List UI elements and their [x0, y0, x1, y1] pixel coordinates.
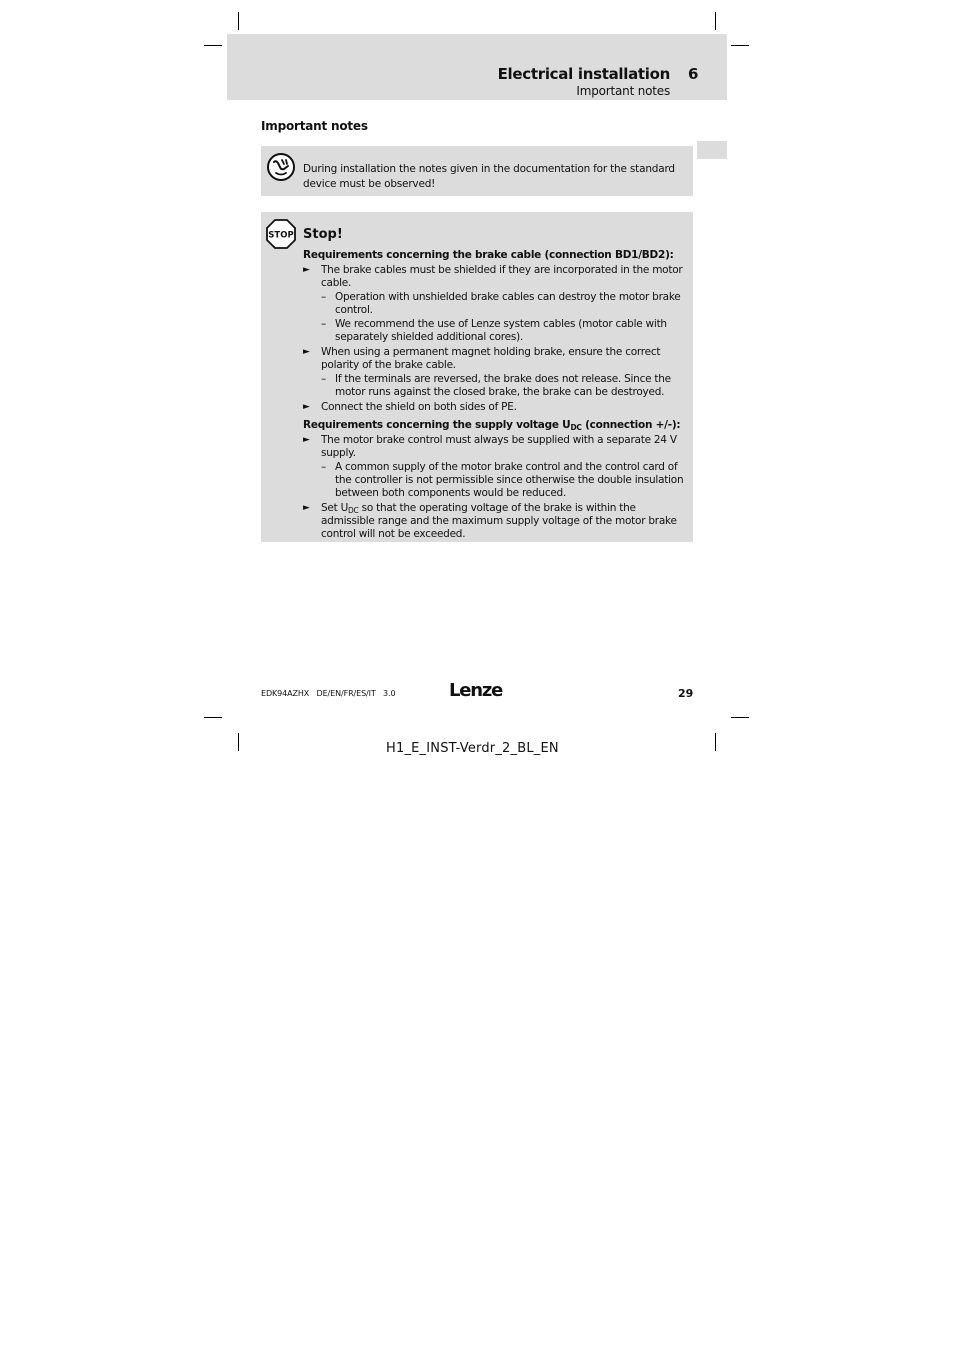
- list-item: [303, 346, 689, 372]
- note-text: During installation the notes given in the documentation for the standard device must be observed!: [303, 163, 675, 190]
- supply-requirements-heading: [303, 419, 689, 432]
- dash-mark: –: [321, 291, 326, 303]
- stop-sign-icon: [265, 218, 297, 250]
- bullet-arrow-icon: ►: [303, 347, 310, 357]
- sub-list-item-text: If the terminals are reversed, the brake does not release. Since the motor runs against the closed brake, the brake can be destroyed.: [335, 373, 671, 398]
- sub-list-item-text: We recommend the use of Lenze system cables (motor cable with separately shielded additional cores).: [335, 318, 667, 343]
- crop-mark: [715, 733, 716, 751]
- bullet-arrow-icon: ►: [303, 265, 310, 275]
- note-hand-icon: [266, 152, 296, 182]
- stop-title: Stop!: [303, 227, 343, 242]
- list-item: [303, 264, 689, 290]
- crop-mark: [715, 12, 716, 30]
- chapter-title: Electrical installation: [497, 65, 670, 83]
- lenze-logo: Lenze: [449, 680, 503, 701]
- section-heading: Important notes: [261, 119, 368, 133]
- stop-icon-text: STOP: [268, 230, 294, 241]
- list-item: [303, 502, 689, 541]
- subscript: DC: [570, 423, 582, 432]
- sub-list-item: [303, 373, 689, 399]
- crop-mark: [238, 12, 239, 30]
- page-number: 29: [678, 687, 694, 700]
- chapter-number: 6: [688, 65, 699, 83]
- list-item-text: [321, 502, 677, 540]
- list-item: [303, 401, 689, 414]
- crop-mark: [731, 45, 749, 46]
- list-item-text: Connect the shield on both sides of PE.: [321, 401, 517, 413]
- document-code: EDK94AZHX DE/EN/FR/ES/IT 3.0: [261, 689, 396, 698]
- crop-mark: [731, 717, 749, 718]
- list-item-text: The motor brake control must always be supplied with a separate 24 V supply.: [321, 434, 677, 459]
- sub-list-item: [303, 318, 689, 344]
- crop-mark: [204, 45, 222, 46]
- crop-mark: [204, 717, 222, 718]
- crop-mark: [238, 733, 239, 751]
- bullet-arrow-icon: ►: [303, 503, 310, 513]
- list-item-text: When using a permanent magnet holding brake, ensure the correct polarity of the brake cable.: [321, 346, 661, 371]
- chapter-subtitle: Important notes: [576, 84, 670, 98]
- dash-mark: –: [321, 461, 326, 473]
- sub-list-item-text: A common supply of the motor brake control and the control card of the controller is not permissible since otherwise the double insulation between both components would be reduced.: [335, 461, 684, 499]
- list-item-text: The brake cables must be shielded if they are incorporated in the motor cable.: [321, 264, 683, 289]
- bullet-arrow-icon: ►: [303, 435, 310, 445]
- bullet-arrow-icon: ►: [303, 402, 310, 412]
- heading-text: Requirements concerning the supply voltage U: [303, 419, 571, 431]
- text: Set U: [321, 502, 349, 514]
- heading-text: (connection +/-):: [581, 419, 681, 431]
- brake-requirements-heading: Requirements concerning the brake cable (connection BD1/BD2):: [303, 249, 674, 261]
- sub-list-item: [303, 291, 689, 317]
- file-name: H1_E_INST-Verdr_2_BL_EN: [386, 741, 559, 756]
- list-item: [303, 434, 689, 460]
- text: so that the operating voltage of the brake is within the admissible range and the maximum supply voltage of the motor brake control will not be exceeded.: [321, 502, 677, 540]
- dash-mark: –: [321, 318, 326, 330]
- subscript: DC: [348, 506, 359, 515]
- stop-content: [303, 249, 689, 541]
- sub-list-item-text: Operation with unshielded brake cables can destroy the motor brake control.: [335, 291, 681, 316]
- dash-mark: –: [321, 373, 326, 385]
- side-tab: [697, 141, 727, 159]
- sub-list-item: [303, 461, 689, 500]
